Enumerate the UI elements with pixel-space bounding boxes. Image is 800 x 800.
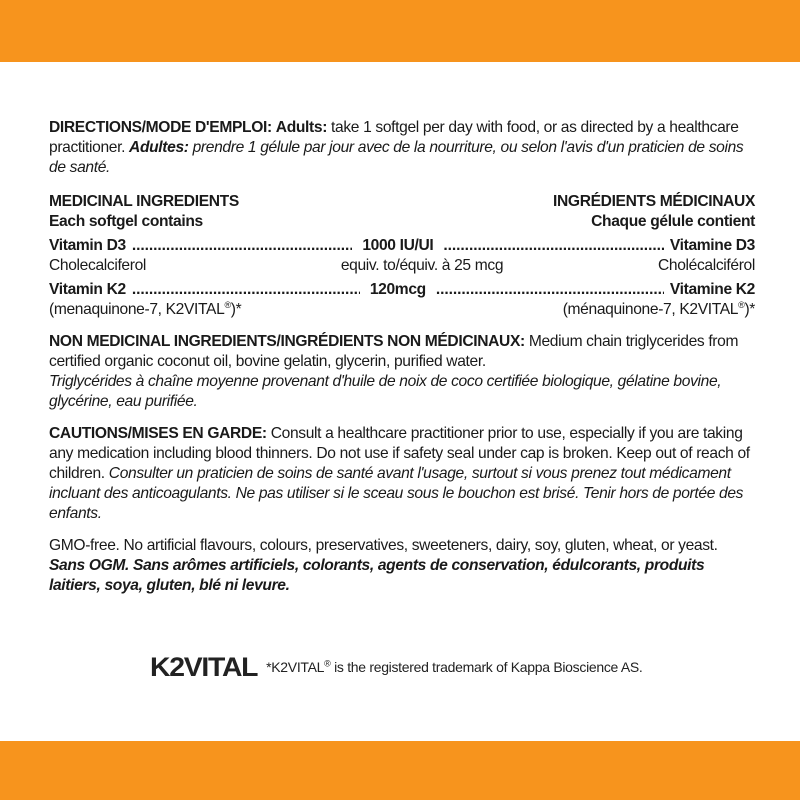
leader-dots xyxy=(132,280,360,300)
gmo-fr-text: Sans OGM. Sans arômes artificiels, colorants, agents de conservation, édulcorants, produits laitiers, soya, gluten, blé ni levure. xyxy=(49,557,705,594)
medicinal-heading-row xyxy=(49,192,755,212)
ingredient-source-fr: (ménaquinone-7, K2VITAL®)* xyxy=(562,299,755,318)
non-medicinal-section xyxy=(49,332,755,412)
directions-section xyxy=(49,118,755,178)
medicinal-ingredients-section xyxy=(49,192,755,320)
trademark-notice: *K2VITAL® is the registered trademark of Kappa Bioscience AS. xyxy=(266,658,643,675)
ingredient-source-en: (menaquinone-7, K2VITAL®)* xyxy=(49,299,242,318)
medicinal-heading-fr: INGRÉDIENTS MÉDICINAUX xyxy=(553,193,755,210)
medicinal-subheading-row xyxy=(49,212,755,232)
medicinal-sub-fr: Chaque gélule contient xyxy=(591,213,755,230)
medicinal-sub-en: Each softgel contains xyxy=(49,213,203,230)
non-medicinal-heading: NON MEDICINAL INGREDIENTS/INGRÉDIENTS NON MÉDICINAUX: xyxy=(49,333,525,350)
medicinal-heading-en: MEDICINAL INGREDIENTS xyxy=(49,193,239,210)
ingredient-name-en: Vitamin K2 xyxy=(49,281,126,298)
ingredient-row-vitamin-k2 xyxy=(49,280,755,300)
directions-heading: DIRECTIONS/MODE D'EMPLOI: xyxy=(49,119,272,136)
non-medicinal-fr-text: Triglycérides à chaîne moyenne provenant d'huile de noix de coco certifiée biologique, gélatine bovine, glycérine, eau purifiée. xyxy=(49,373,722,410)
directions-en-label: Adults: xyxy=(275,119,328,136)
directions-en-text: take 1 softgel per day with food, or as directed by a healthcare practitioner. xyxy=(49,119,739,156)
ingredient-source-en: Cholecalciferol xyxy=(49,257,147,274)
ingredient-name-fr: Vitamine D3 xyxy=(669,237,755,254)
k2vital-logo: K2VITAL xyxy=(150,651,258,682)
gmo-en-text: GMO-free. No artificial flavours, colours, preservatives, sweeteners, dairy, soy, gluten, wheat, or yeast. xyxy=(49,537,718,554)
directions-fr-label: Adultes: xyxy=(129,139,189,156)
label-content xyxy=(49,118,755,596)
gmo-section xyxy=(49,536,755,596)
top-orange-band xyxy=(0,0,800,62)
bottom-orange-band xyxy=(0,741,800,800)
cautions-en-text: Consult a healthcare practitioner prior to use, especially if you are taking any medication including blood thinners. Do not use if safety seal under cap is broken. Keep out of reach of children. xyxy=(49,425,750,482)
directions-fr-text: prendre 1 gélule par jour avec de la nourriture, ou selon l'avis d'un praticien de soins de santé. xyxy=(49,139,744,176)
leader-dots xyxy=(443,236,664,256)
cautions-heading: CAUTIONS/MISES EN GARDE: xyxy=(49,425,267,442)
leader-dots xyxy=(132,236,353,256)
ingredient-source-row-vitamin-k2 xyxy=(49,300,755,320)
non-medicinal-en-text: Medium chain triglycerides from certified organic coconut oil, bovine gelatin, glycerin, purified water. xyxy=(49,333,739,370)
cautions-section xyxy=(49,424,755,524)
ingredient-amount: 120mcg xyxy=(369,281,426,298)
ingredient-equivalence: equiv. to/équiv. à 25 mcg xyxy=(340,257,504,274)
ingredient-name-fr: Vitamine K2 xyxy=(669,281,755,298)
ingredient-name-en: Vitamin D3 xyxy=(49,237,126,254)
trademark-footer xyxy=(150,652,643,682)
cautions-fr-text: Consulter un praticien de soins de santé avant l'usage, surtout si vous prenez tout médicament incluant des anticoagulants. Ne pas utiliser si le sceau sous le bouchon est brisé. Tenir hors de portée des enfants. xyxy=(49,465,744,522)
ingredient-amount: 1000 IU/UI xyxy=(362,237,434,254)
ingredient-row-vitamin-d3 xyxy=(49,236,755,256)
ingredient-source-row-vitamin-d3 xyxy=(49,256,755,276)
leader-dots xyxy=(436,280,664,300)
ingredient-source-fr: Cholécalciférol xyxy=(657,257,755,274)
